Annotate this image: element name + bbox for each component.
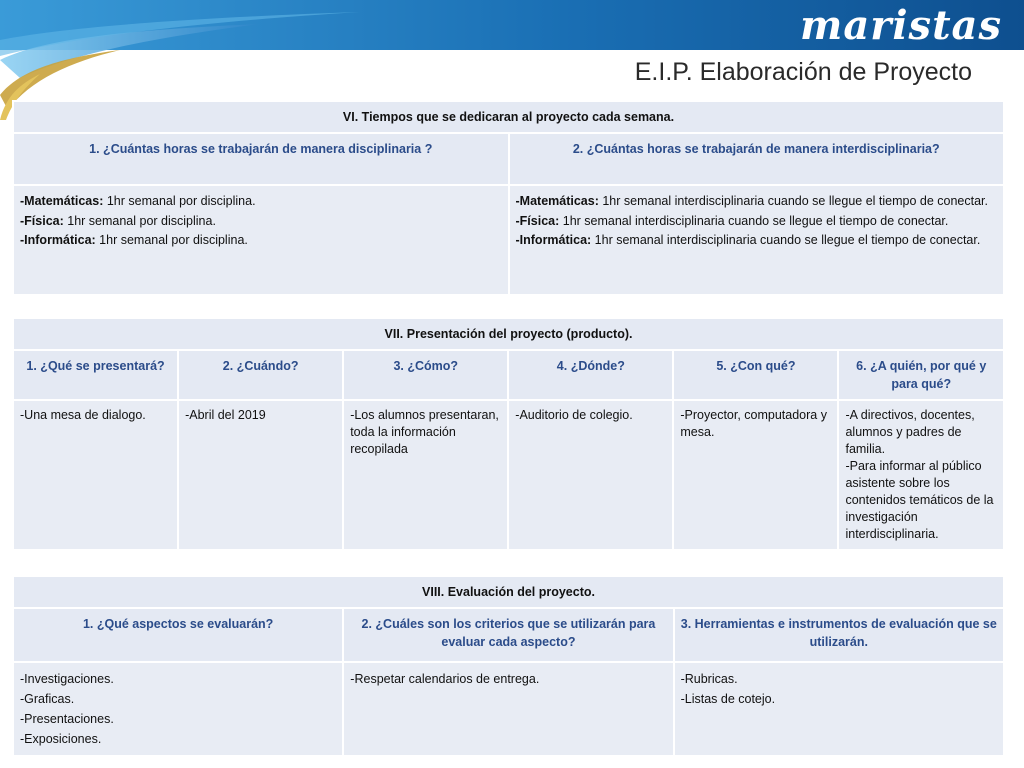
answer-line: -Graficas. bbox=[20, 692, 75, 706]
section-7-question-4: 4. ¿Dónde? bbox=[509, 351, 672, 399]
section-7-heading: VII. Presentación del proyecto (producto). bbox=[14, 319, 1003, 349]
section-7-answer-6 bbox=[839, 401, 1003, 549]
section-6-table bbox=[12, 100, 1005, 296]
answer-line: -Matemáticas: 1hr semanal por disciplina. bbox=[20, 194, 256, 208]
section-6-answer-2 bbox=[510, 186, 1004, 294]
section-8-question-1: 1. ¿Qué aspectos se evaluarán? bbox=[14, 609, 342, 661]
answer-line: -A directivos, docentes, alumnos y padres de familia. bbox=[845, 408, 975, 456]
section-7-answer-2: -Abril del 2019 bbox=[179, 401, 342, 549]
section-7-question-5: 5. ¿Con qué? bbox=[674, 351, 837, 399]
section-8-question-3: 3. Herramientas e instrumentos de evaluación que se utilizarán. bbox=[675, 609, 1003, 661]
answer-line: -Respetar calendarios de entrega. bbox=[350, 672, 540, 686]
answer-line: -Presentaciones. bbox=[20, 712, 114, 726]
section-8-table bbox=[12, 575, 1005, 757]
section-7-answer-3: -Los alumnos presentaran, toda la información recopilada bbox=[344, 401, 507, 549]
section-8-answer-3 bbox=[675, 663, 1003, 755]
section-7-question-6: 6. ¿A quién, por qué y para qué? bbox=[839, 351, 1003, 399]
answer-line: -Física: 1hr semanal por disciplina. bbox=[20, 213, 216, 228]
section-7-question-1: 1. ¿Qué se presentará? bbox=[14, 351, 177, 399]
answer-line: -Listas de cotejo. bbox=[680, 692, 776, 706]
section-7-answer-1: -Una mesa de dialogo. bbox=[14, 401, 177, 549]
answer-line: -Informática: 1hr semanal interdisciplinaria cuando se llegue el tiempo de conectar. bbox=[515, 233, 981, 247]
section-8-answer-1 bbox=[14, 663, 342, 755]
answer-line: -Investigaciones. bbox=[20, 672, 114, 686]
section-8-question-2: 2. ¿Cuáles son los criterios que se utilizarán para evaluar cada aspecto? bbox=[344, 609, 672, 661]
section-8-answer-2 bbox=[344, 663, 672, 755]
answer-line: -Informática: 1hr semanal por disciplina. bbox=[20, 233, 248, 247]
section-6-question-1: 1. ¿Cuántas horas se trabajarán de manera disciplinaria ? bbox=[14, 134, 508, 184]
maristas-logo: maristas bbox=[800, 2, 1002, 49]
answer-line: -Rubricas. bbox=[680, 672, 738, 686]
answer-line: -Física: 1hr semanal interdisciplinaria cuando se llegue el tiempo de conectar. bbox=[515, 213, 949, 228]
answer-line: -Exposiciones. bbox=[20, 732, 102, 746]
section-7-answer-5: -Proyector, computadora y mesa. bbox=[674, 401, 837, 549]
page-title: E.I.P. Elaboración de Proyecto bbox=[634, 58, 972, 86]
section-7-question-3: 3. ¿Cómo? bbox=[344, 351, 507, 399]
answer-line: -Para informar al público asistente sobre los contenidos temáticos de la investigación interdisciplinaria. bbox=[845, 459, 994, 541]
section-6-answer-1 bbox=[14, 186, 508, 294]
section-8-heading: VIII. Evaluación del proyecto. bbox=[14, 577, 1003, 607]
section-7-question-2: 2. ¿Cuándo? bbox=[179, 351, 342, 399]
answer-line: -Matemáticas: 1hr semanal interdisciplinaria cuando se llegue el tiempo de conectar. bbox=[515, 194, 988, 208]
section-7-table bbox=[12, 317, 1005, 551]
section-6-heading: VI. Tiempos que se dedicaran al proyecto cada semana. bbox=[14, 102, 1003, 132]
section-6-question-2: 2. ¿Cuántas horas se trabajarán de manera interdisciplinaria? bbox=[510, 134, 1004, 184]
section-7-answer-4: -Auditorio de colegio. bbox=[509, 401, 672, 549]
